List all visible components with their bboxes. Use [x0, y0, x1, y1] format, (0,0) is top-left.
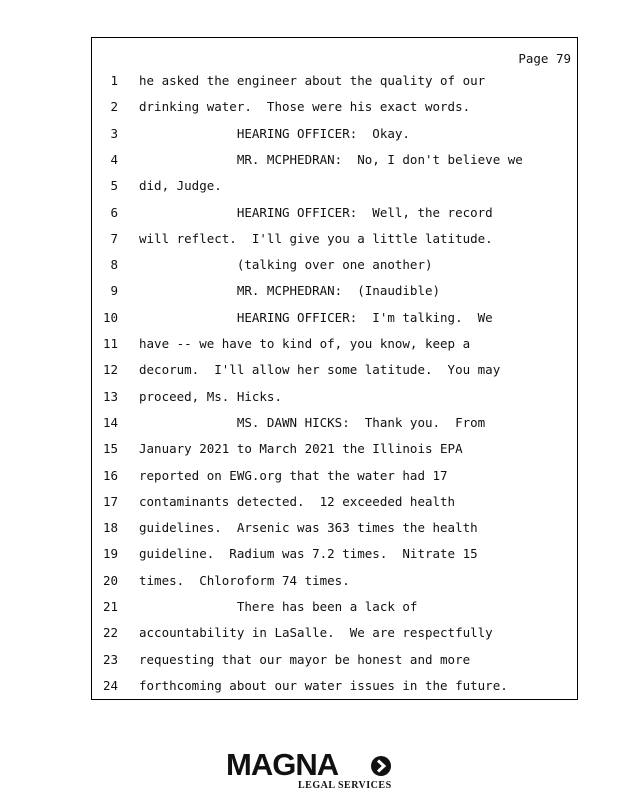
transcript-line [92, 652, 578, 672]
line-text: requesting that our mayor be honest and more [139, 651, 471, 667]
line-number: 14 [102, 414, 118, 430]
line-text: proceed, Ms. Hicks. [139, 388, 282, 404]
line-text: have -- we have to kind of, you know, keep a [139, 336, 471, 351]
line-number: 11 [102, 336, 118, 351]
line-number: 20 [102, 572, 118, 588]
line-number: 7 [110, 230, 118, 246]
transcript-line [92, 441, 578, 461]
line-number: 19 [102, 546, 118, 562]
page-number: Page 79 [518, 51, 571, 66]
line-text: HEARING OFFICER: I'm talking. We [139, 309, 493, 325]
line-number: 23 [102, 651, 118, 667]
line-text: HEARING OFFICER: Okay. [139, 125, 410, 141]
line-number: 2 [110, 99, 118, 115]
line-text: did, Judge. [139, 178, 222, 194]
line-number: 22 [102, 625, 118, 641]
transcript-line [92, 415, 578, 435]
line-text: There has been a lack of [139, 599, 418, 614]
line-number: 18 [102, 520, 118, 536]
transcript-line [92, 178, 578, 198]
transcript-line [92, 257, 578, 277]
line-number: 21 [102, 599, 118, 614]
line-text: (talking over one another) [139, 257, 433, 273]
line-number: 9 [110, 283, 118, 299]
transcript-line [92, 310, 578, 330]
transcript-line [92, 283, 578, 303]
logo-wordmark: MAGNA [226, 747, 339, 782]
transcript-line [92, 73, 578, 93]
line-text: reported on EWG.org that the water had 17 [139, 467, 448, 483]
line-text: contaminants detected. 12 exceeded health [139, 493, 456, 509]
transcript-line [92, 468, 578, 488]
line-number: 6 [110, 204, 118, 220]
line-text: forthcoming about our water issues in the future. [139, 677, 508, 693]
transcript-line [92, 99, 578, 119]
line-number: 1 [110, 73, 118, 88]
line-text: drinking water. Those were his exact words. [139, 99, 471, 115]
transcript-line [92, 362, 578, 382]
line-text: accountability in LaSalle. We are respectfully [139, 625, 493, 641]
line-text: MR. MCPHEDRAN: No, I don't believe we [139, 151, 523, 167]
line-number: 5 [110, 178, 118, 194]
line-text: he asked the engineer about the quality of our [139, 73, 486, 88]
line-number: 16 [102, 467, 118, 483]
transcript-line [92, 625, 578, 645]
transcript-line [92, 152, 578, 172]
line-number: 24 [102, 677, 118, 693]
line-text: decorum. I'll allow her some latitude. You may [139, 362, 501, 378]
transcript-line [92, 231, 578, 251]
line-text: MS. DAWN HICKS: Thank you. From [139, 414, 486, 430]
logo-subtitle: LEGAL SERVICES [298, 780, 392, 791]
transcript-line [92, 573, 578, 593]
line-text: MR. MCPHEDRAN: (Inaudible) [139, 283, 441, 299]
magna-logo [226, 748, 396, 793]
line-number: 13 [102, 388, 118, 404]
line-text: times. Chloroform 74 times. [139, 572, 350, 588]
line-text: HEARING OFFICER: Well, the record [139, 204, 493, 220]
transcript-line [92, 126, 578, 146]
line-text: January 2021 to March 2021 the Illinois EPA [139, 441, 463, 457]
transcript-line [92, 546, 578, 566]
transcript-line [92, 599, 578, 619]
transcript-line [92, 520, 578, 540]
transcript-line [92, 389, 578, 409]
transcript-line [92, 678, 578, 698]
transcript-line [92, 494, 578, 514]
line-number: 4 [110, 151, 118, 167]
transcript-line [92, 336, 578, 356]
chevron-right-circle-icon [370, 755, 392, 777]
line-text: guideline. Radium was 7.2 times. Nitrate 15 [139, 546, 478, 562]
transcript-line [92, 205, 578, 225]
line-number: 17 [102, 493, 118, 509]
line-number: 10 [102, 309, 118, 325]
line-number: 15 [102, 441, 118, 457]
transcript-page [91, 37, 578, 700]
line-number: 3 [110, 125, 118, 141]
line-number: 12 [102, 362, 118, 378]
line-text: guidelines. Arsenic was 363 times the health [139, 520, 478, 536]
line-number: 8 [110, 257, 118, 273]
line-text: will reflect. I'll give you a little latitude. [139, 230, 493, 246]
